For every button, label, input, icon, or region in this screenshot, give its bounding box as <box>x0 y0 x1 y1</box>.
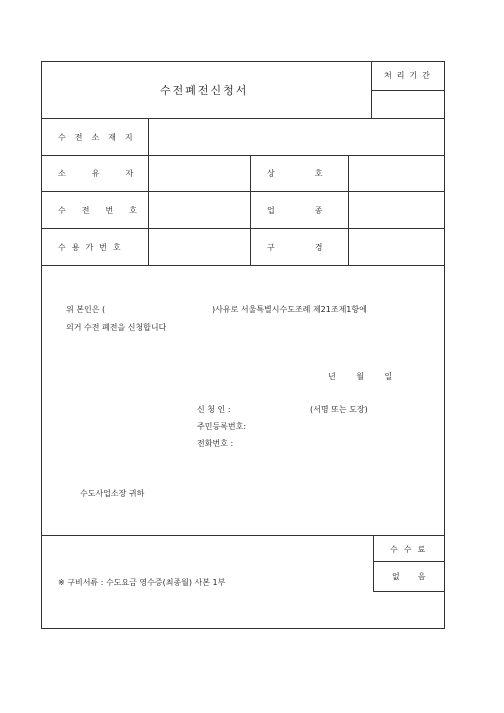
business-name-label: 상호 <box>267 169 363 178</box>
rule-row-3 <box>41 228 445 229</box>
required-documents: ※ 구비서류 : 수도요금 영수증(최종월) 사본 1부 <box>58 578 226 587</box>
applicant-label: 신 청 인 : <box>197 405 231 414</box>
district-label: 구경 <box>267 243 363 252</box>
application-form <box>41 61 445 629</box>
phone-label: 전화번호 : <box>197 439 234 448</box>
addressee: 수도사업소장 귀하 <box>80 489 145 498</box>
location-label: 수전소재지 <box>58 133 142 142</box>
meter-number-label: 수전번호 <box>58 206 153 215</box>
rule-row-4 <box>41 265 445 266</box>
rule-fee-bottom <box>373 591 445 592</box>
processing-period-label: 처리기간 <box>384 71 435 80</box>
statement-line1-prefix: 위 본인은 ( <box>66 305 106 314</box>
signature-note: (서명 또는 도장) <box>310 405 368 414</box>
resident-id-label: 주민등록번호: <box>197 422 247 431</box>
fee-label: 수수료 <box>390 545 432 554</box>
form-title: 수전폐전신청서 <box>160 84 249 97</box>
consumer-number-label: 수용가번호 <box>58 243 127 252</box>
date-line: 년 월 일 <box>328 372 393 381</box>
rule-fee-mid <box>373 561 445 562</box>
rule-row-1 <box>41 155 445 156</box>
rule-fee-left <box>373 535 374 591</box>
rule-label-col <box>148 118 149 265</box>
statement-line2: 의거 수전 폐전을 신청합니다 <box>66 323 167 332</box>
rule-title-bottom <box>41 118 445 119</box>
rule-period-mid <box>371 90 445 91</box>
rule-period-left <box>371 61 372 118</box>
owner-label: 소유자 <box>58 169 160 178</box>
rule-mid-label-left <box>250 155 251 265</box>
statement-line1-suffix: )사유로 서울특별시수도조례 제21조제1항에 <box>212 305 367 314</box>
business-type-label: 업종 <box>267 206 363 215</box>
fee-value: 없음 <box>392 572 444 581</box>
rule-footer-top <box>41 535 445 536</box>
rule-row-2 <box>41 191 445 192</box>
